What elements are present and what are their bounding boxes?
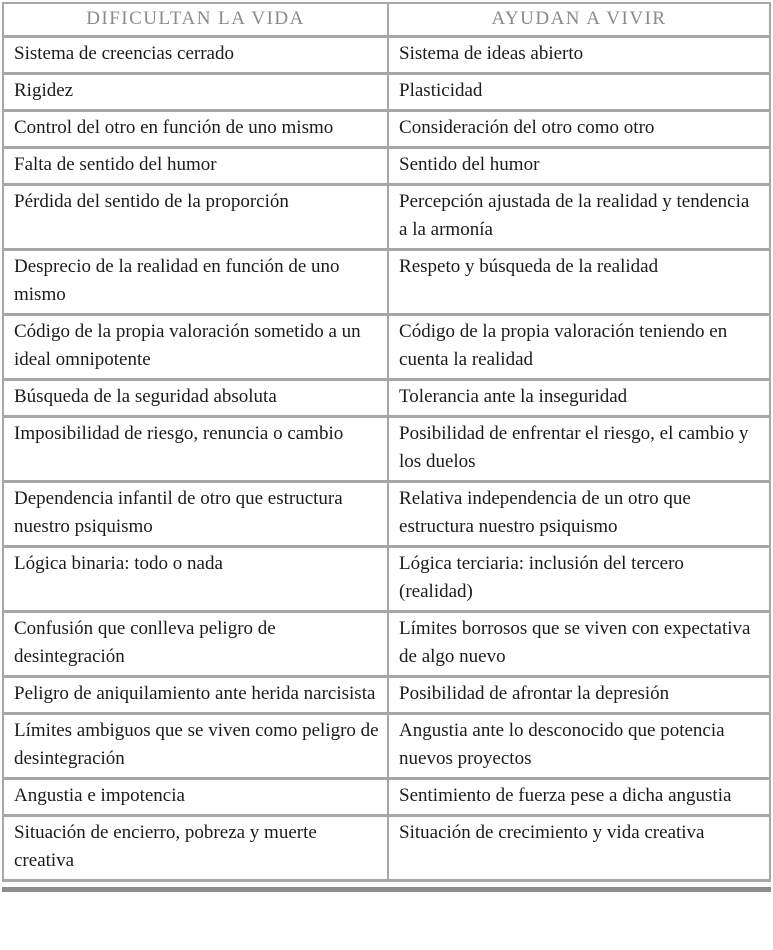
cell-dificultan: Desprecio de la realidad en función de uno mismo	[3, 250, 388, 315]
column-header-ayudan: AYUDAN A VIVIR	[388, 3, 770, 37]
table-row	[3, 315, 770, 380]
cell-ayudan: Lógica terciaria: inclusión del tercero (realidad)	[388, 547, 770, 612]
cell-dificultan: Sistema de creencias cerrado	[3, 37, 388, 74]
table-row	[3, 547, 770, 612]
cell-ayudan: Tolerancia ante la inseguridad	[388, 380, 770, 417]
table-row	[3, 714, 770, 779]
cell-ayudan: Posibilidad de afrontar la depresión	[388, 677, 770, 714]
table-row	[3, 677, 770, 714]
cell-dificultan: Dependencia infantil de otro que estructura nuestro psiquismo	[3, 482, 388, 547]
cell-dificultan: Límites ambiguos que se viven como peligro de desintegración	[3, 714, 388, 779]
cell-dificultan: Confusión que conlleva peligro de desintegración	[3, 612, 388, 677]
table-row	[3, 482, 770, 547]
cell-dificultan: Rigidez	[3, 74, 388, 111]
cell-ayudan: Relativa independencia de un otro que estructura nuestro psiquismo	[388, 482, 770, 547]
table-row	[3, 74, 770, 111]
table-body	[3, 37, 770, 881]
cell-dificultan: Pérdida del sentido de la proporción	[3, 185, 388, 250]
table-row	[3, 816, 770, 881]
comparison-table	[2, 2, 771, 882]
table-row	[3, 779, 770, 816]
cell-ayudan: Plasticidad	[388, 74, 770, 111]
cell-ayudan: Sentimiento de fuerza pese a dicha angustia	[388, 779, 770, 816]
table-row	[3, 111, 770, 148]
next-row-border-sliver	[2, 887, 771, 892]
cell-dificultan: Peligro de aniquilamiento ante herida narcisista	[3, 677, 388, 714]
cell-ayudan: Respeto y búsqueda de la realidad	[388, 250, 770, 315]
cell-ayudan: Consideración del otro como otro	[388, 111, 770, 148]
table-row	[3, 417, 770, 482]
cell-dificultan: Situación de encierro, pobreza y muerte creativa	[3, 816, 388, 881]
cell-dificultan: Angustia e impotencia	[3, 779, 388, 816]
cell-dificultan: Imposibilidad de riesgo, renuncia o cambio	[3, 417, 388, 482]
cell-dificultan: Búsqueda de la seguridad absoluta	[3, 380, 388, 417]
cell-dificultan: Código de la propia valoración sometido a un ideal omnipotente	[3, 315, 388, 380]
cell-dificultan: Lógica binaria: todo o nada	[3, 547, 388, 612]
cell-ayudan: Percepción ajustada de la realidad y tendencia a la armonía	[388, 185, 770, 250]
cell-ayudan: Sistema de ideas abierto	[388, 37, 770, 74]
table-row	[3, 250, 770, 315]
table-row	[3, 37, 770, 74]
cell-ayudan: Código de la propia valoración teniendo en cuenta la realidad	[388, 315, 770, 380]
cell-ayudan: Angustia ante lo desconocido que potencia nuevos proyectos	[388, 714, 770, 779]
cell-dificultan: Falta de sentido del humor	[3, 148, 388, 185]
table-row	[3, 185, 770, 250]
table-row	[3, 612, 770, 677]
table-row	[3, 380, 770, 417]
cell-dificultan: Control del otro en función de uno mismo	[3, 111, 388, 148]
column-header-dificultan: DIFICULTAN LA VIDA	[3, 3, 388, 37]
cell-ayudan: Límites borrosos que se viven con expectativa de algo nuevo	[388, 612, 770, 677]
table-row	[3, 148, 770, 185]
table-header-row	[3, 3, 770, 37]
cell-ayudan: Sentido del humor	[388, 148, 770, 185]
cell-ayudan: Posibilidad de enfrentar el riesgo, el cambio y los duelos	[388, 417, 770, 482]
cell-ayudan: Situación de crecimiento y vida creativa	[388, 816, 770, 881]
